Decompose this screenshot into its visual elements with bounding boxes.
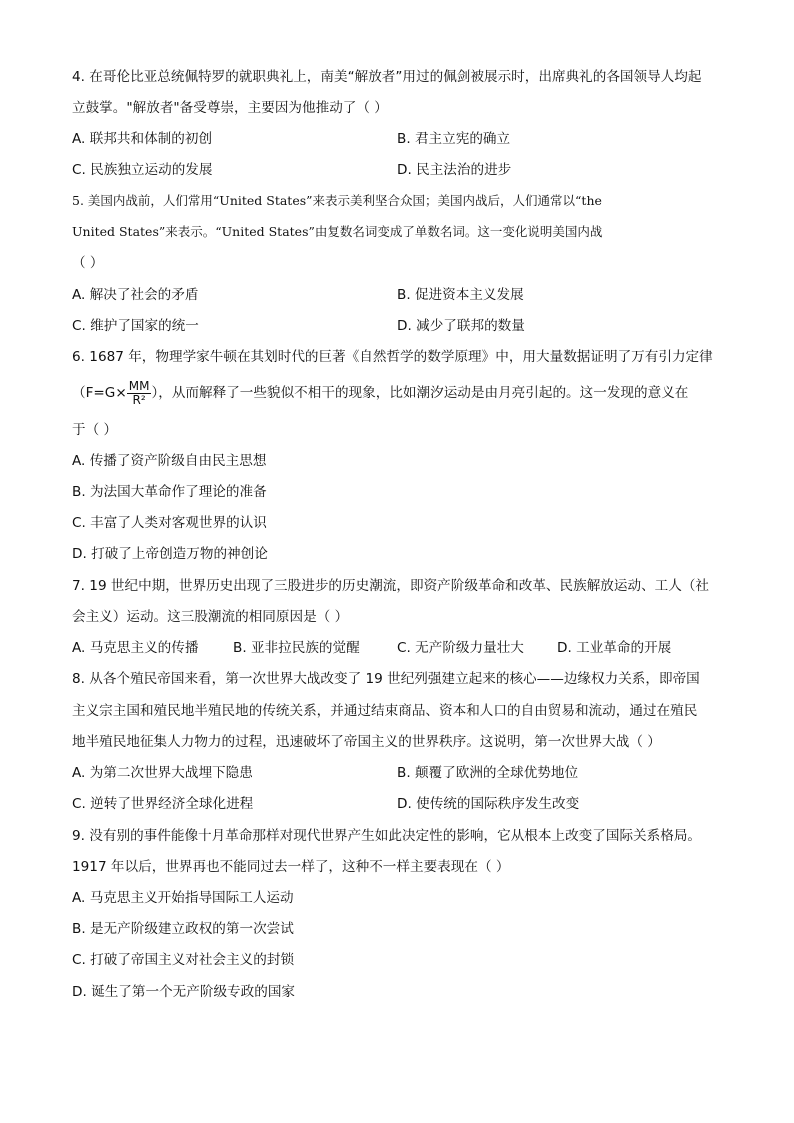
q5-stem-line3: （ ） — [72, 255, 104, 271]
q6-option-c: C. 丰富了人类对客观世界的认识 — [72, 515, 267, 531]
q4-stem-line1: 4. 在哥伦比亚总统佩特罗的就职典礼上，南美“解放者”用过的佩剑被展示时，出席典礼的各国领导人均起 — [72, 69, 702, 85]
q7-option-c: C. 无产阶级力量壮大 — [397, 640, 524, 656]
q6-option-a: A. 传播了资产阶级自由民主思想 — [72, 453, 267, 469]
q8-stem-line3: 地半殖民地征集人力物力的过程，迅速破坏了帝国主义的世界秩序。这说明，第一次世界大战（ ） — [72, 734, 661, 750]
q9-option-a: A. 马克思主义开始指导国际工人运动 — [72, 890, 294, 906]
q6-option-d: D. 打破了上帝创造万物的神创论 — [72, 546, 268, 562]
q8-option-a: A. 为第二次世界大战埋下隐患 — [72, 765, 253, 781]
q4-option-d: D. 民主法治的进步 — [397, 162, 512, 178]
q7-stem-line2: 会主义）运动。这三股潮流的相同原因是（ ） — [72, 609, 349, 625]
q9-option-c: C. 打破了帝国主义对社会主义的封锁 — [72, 952, 295, 968]
q5-option-b: B. 促进资本主义发展 — [397, 287, 524, 303]
q7-option-b: B. 亚非拉民族的觉醒 — [233, 640, 360, 656]
q7-option-a: A. 马克思主义的传播 — [72, 640, 199, 656]
q6-stem-line3: 于（ ） — [72, 422, 118, 438]
q6-stem-line2 — [72, 375, 688, 411]
q5-option-d: D. 减少了联邦的数量 — [397, 318, 525, 334]
q6-stem-line2-text: ），从而解释了一些貌似不相干的现象，比如潮汐运动是由月亮引起的。这一发现的意义在 — [151, 385, 689, 401]
q9-stem-line2: 1917 年以后，世界再也不能同过去一样了，这种不一样主要表现在（ ） — [72, 859, 510, 875]
q4-option-a: A. 联邦共和体制的初创 — [72, 131, 213, 147]
q5-option-a: A. 解决了社会的矛盾 — [72, 287, 199, 303]
q5-stem-line2: United States”来表示。“United States”由复数名词变成了单数名词。这一变化说明美国内战 — [72, 224, 603, 239]
q8-option-c: C. 逆转了世界经济全球化进程 — [72, 796, 254, 812]
q5-option-c: C. 维护了国家的统一 — [72, 318, 199, 334]
q9-option-b: B. 是无产阶级建立政权的第一次尝试 — [72, 921, 294, 937]
q9-option-d: D. 诞生了第一个无产阶级专政的国家 — [72, 984, 296, 1000]
q8-option-b: B. 颠覆了欧洲的全球优势地位 — [397, 765, 579, 781]
q8-option-d: D. 使传统的国际秩序发生改变 — [397, 796, 580, 812]
q6-formula-fraction — [127, 380, 152, 407]
q7-option-d: D. 工业革命的开展 — [557, 640, 672, 656]
q4-option-c: C. 民族独立运动的发展 — [72, 162, 213, 178]
q6-formula-numerator: MM — [128, 378, 150, 393]
q6-formula-prefix: （F=G× — [72, 385, 127, 401]
q8-stem-line1: 8. 从各个殖民帝国来看，第一次世界大战改变了 19 世纪列强建立起来的核心——边缘权力关系，即帝国 — [72, 671, 700, 687]
q7-stem-line1: 7. 19 世纪中期，世界历史出现了三股进步的历史潮流，即资产阶级革命和改革、民族解放运动、工人（社 — [72, 578, 710, 594]
q9-stem-line1: 9. 没有别的事件能像十月革命那样对现代世界产生如此决定性的影响，它从根本上改变了国际关系格局。 — [72, 828, 702, 844]
q4-option-b: B. 君主立宪的确立 — [397, 131, 511, 147]
q4-stem-line2: 立鼓掌。"解放者"备受尊崇，主要因为他推动了（ ） — [72, 100, 388, 116]
q5-stem-line1: 5. 美国内战前，人们常用“United States”来表示美利坚合众国；美国内战后，人们通常以“the — [72, 193, 602, 208]
q6-stem-line1: 6. 1687 年，物理学家牛顿在其划时代的巨著《自然哲学的数学原理》中，用大量数据证明了万有引力定律 — [72, 349, 713, 365]
q6-formula-denominator: R² — [132, 392, 146, 407]
q6-option-b: B. 为法国大革命作了理论的准备 — [72, 484, 267, 500]
q8-stem-line2: 主义宗主国和殖民地半殖民地的传统关系，并通过结束商品、资本和人口的自由贸易和流动，通过在殖民 — [72, 703, 698, 719]
